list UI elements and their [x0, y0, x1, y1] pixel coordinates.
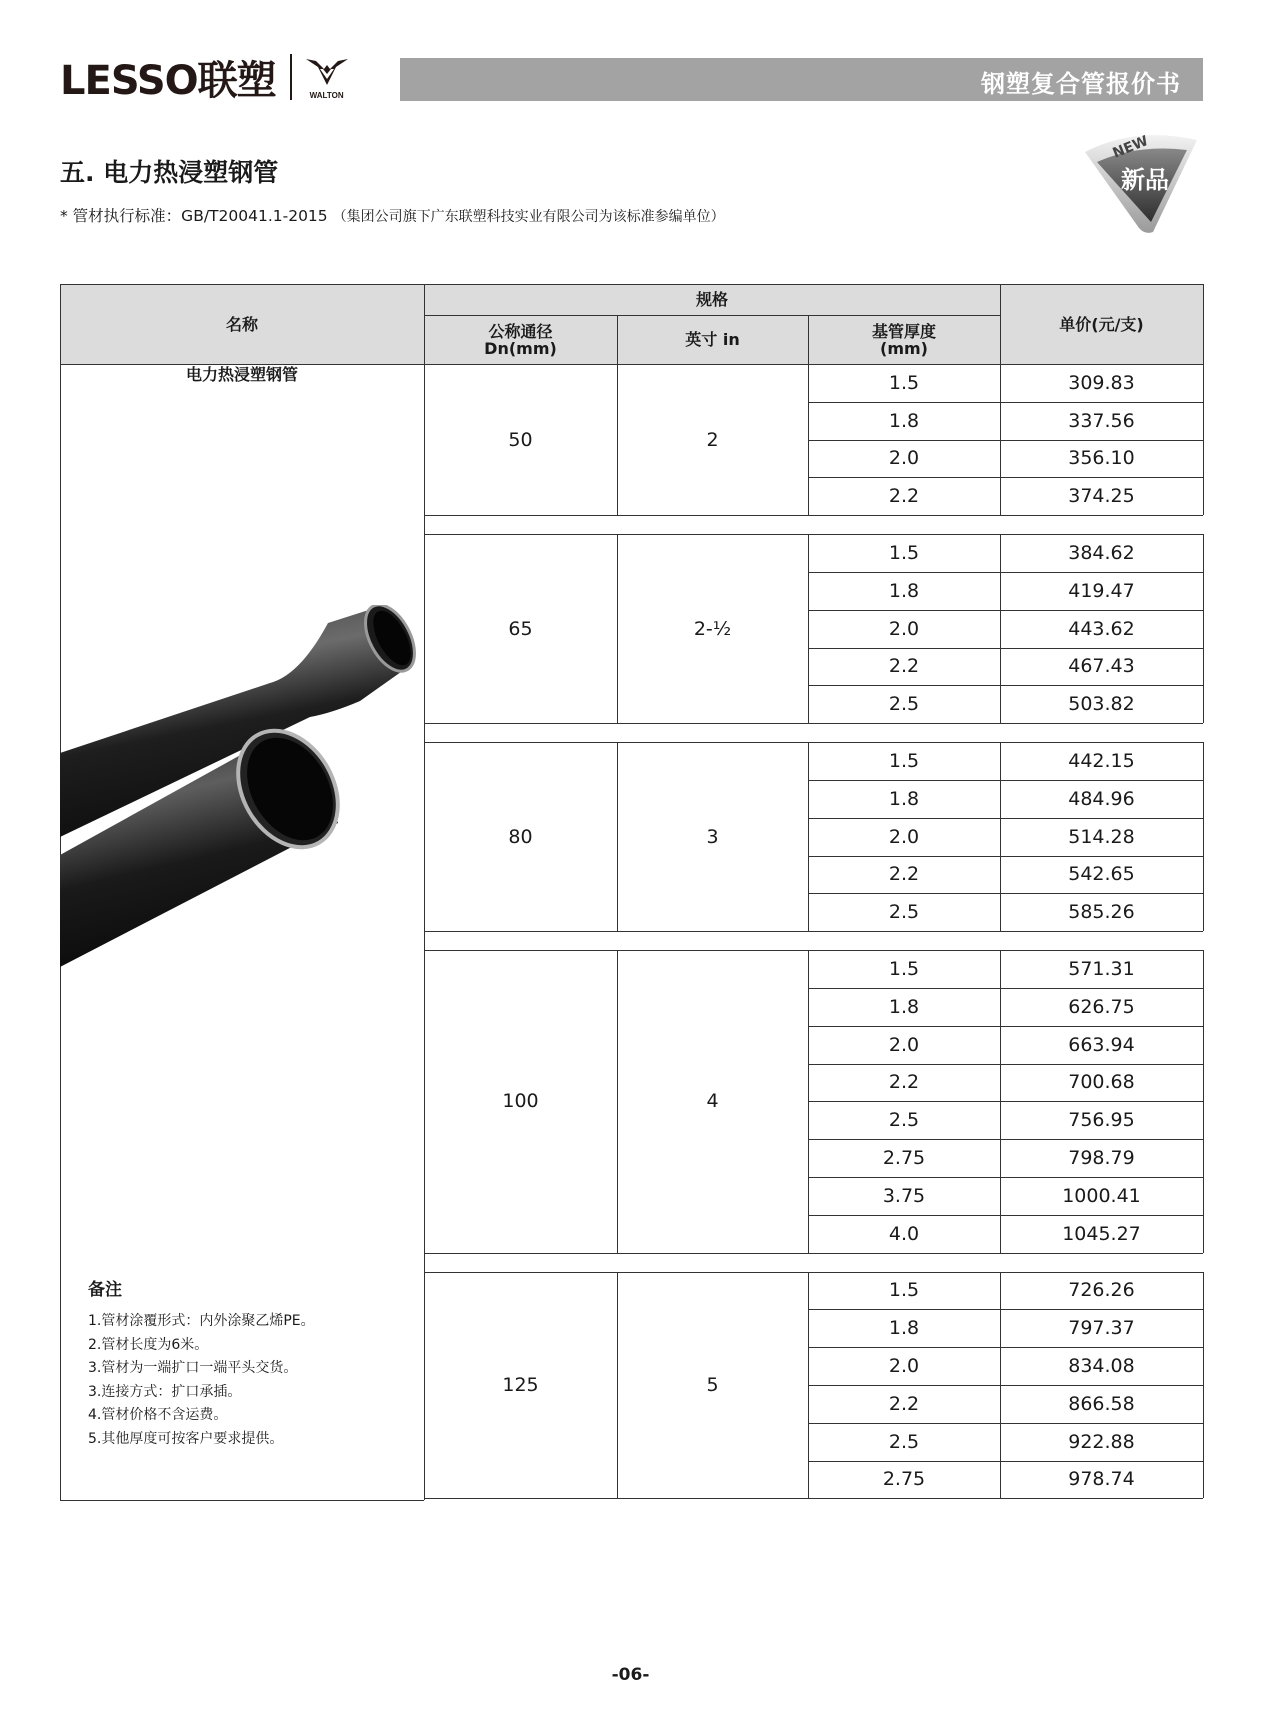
- thickness-cell: 1.5: [888, 542, 920, 565]
- rule: [617, 534, 618, 723]
- thickness-cell: 1.5: [888, 750, 920, 773]
- inch-cell: 2: [706, 428, 719, 451]
- rule: [424, 1498, 1203, 1499]
- price-cell: 309.83: [1068, 371, 1135, 394]
- rule: [808, 950, 809, 1252]
- price-cell: 514.28: [1068, 825, 1135, 848]
- page-number: -06-: [611, 1665, 650, 1685]
- remark-item: 5.其他厚度可按客户要求提供。: [88, 1430, 284, 1447]
- header-price: 单价(元/支): [1059, 314, 1144, 334]
- dn-cell: 80: [508, 825, 533, 848]
- thickness-cell: 1.8: [888, 409, 920, 432]
- standard-note-detail: （集团公司旗下广东联塑科技实业有限公司为该标准参编单位）: [332, 209, 725, 225]
- price-cell: 756.95: [1068, 1109, 1135, 1132]
- walton-logo: [304, 55, 350, 100]
- price-cell: 663.94: [1068, 1033, 1135, 1056]
- rule: [808, 610, 1203, 611]
- standard-note: [60, 204, 725, 226]
- rule: [617, 742, 618, 931]
- rule: [808, 534, 809, 723]
- rule: [808, 742, 809, 931]
- thickness-cell: 2.0: [888, 447, 920, 470]
- rule: [424, 284, 425, 364]
- inch-cell: 2-½: [693, 617, 732, 640]
- rule: [1000, 364, 1001, 515]
- remarks-list: [88, 1310, 315, 1451]
- rule: [808, 1385, 1203, 1386]
- price-cell: 798.79: [1068, 1147, 1135, 1170]
- rule: [808, 893, 1203, 894]
- doc-title: 钢塑复合管报价书: [981, 70, 1181, 98]
- price-cell: 542.65: [1068, 863, 1135, 886]
- thickness-cell: 1.5: [888, 371, 920, 394]
- header-name: 名称: [225, 314, 258, 334]
- thickness-cell: 2.2: [888, 1071, 920, 1094]
- price-cell: 503.82: [1068, 693, 1135, 716]
- walton-mark-icon: [304, 55, 350, 93]
- thickness-cell: 2.5: [888, 901, 920, 924]
- remark-item: 4.管材价格不含运费。: [88, 1407, 228, 1423]
- header-inch: 英寸 in: [685, 330, 740, 349]
- brand-text: LESSO联塑: [60, 57, 276, 104]
- price-cell: 1000.41: [1062, 1184, 1141, 1207]
- inch-cell: 5: [706, 1373, 719, 1396]
- price-cell: 797.37: [1068, 1317, 1135, 1340]
- price-cell: 419.47: [1068, 579, 1135, 602]
- rule: [1203, 742, 1204, 931]
- section-title: 五. 电力热浸塑钢管: [60, 158, 279, 187]
- thickness-cell: 2.0: [888, 617, 920, 640]
- header-thk-line1: 基管厚度: [871, 321, 936, 341]
- price-cell: 834.08: [1068, 1355, 1135, 1378]
- rule: [1000, 284, 1001, 364]
- rule: [617, 315, 618, 364]
- thickness-cell: 3.75: [882, 1184, 926, 1207]
- dn-cell: 50: [508, 428, 533, 451]
- thickness-cell: 1.5: [888, 958, 920, 981]
- rule: [808, 1347, 1203, 1348]
- thickness-cell: 1.8: [888, 787, 920, 810]
- rule: [424, 364, 425, 1500]
- rule: [617, 950, 618, 1252]
- thickness-cell: 2.2: [888, 1392, 920, 1415]
- price-cell: 467.43: [1068, 655, 1135, 678]
- rule: [808, 1309, 1203, 1310]
- rule: [424, 723, 1203, 724]
- rule: [808, 685, 1203, 686]
- rule: [808, 780, 1203, 781]
- rule: [1203, 1272, 1204, 1499]
- rule: [808, 1177, 1203, 1178]
- header-spec: 规格: [695, 290, 728, 309]
- thickness-cell: 2.0: [888, 825, 920, 848]
- pipe-image: [60, 605, 423, 975]
- price-cell: 978.74: [1068, 1468, 1135, 1491]
- rule: [808, 1423, 1203, 1424]
- thickness-cell: 1.5: [888, 1279, 920, 1302]
- thickness-cell: 4.0: [888, 1222, 920, 1245]
- thickness-cell: 2.0: [888, 1033, 920, 1056]
- rule: [808, 648, 1203, 649]
- rule: [60, 284, 1203, 285]
- rule: [1000, 950, 1001, 1252]
- price-cell: 1045.27: [1062, 1222, 1141, 1245]
- dn-cell: 100: [502, 1090, 539, 1113]
- rule: [808, 440, 1203, 441]
- rule: [60, 1500, 424, 1501]
- remark-item: 3.管材为一端扩口一端平头交货。: [88, 1360, 298, 1376]
- price-cell: 585.26: [1068, 901, 1135, 924]
- rule: [424, 315, 1000, 316]
- rule: [617, 1272, 618, 1499]
- rule: [1000, 534, 1001, 723]
- rule: [808, 818, 1203, 819]
- inch-cell: 3: [706, 825, 719, 848]
- price-cell: 700.68: [1068, 1071, 1135, 1094]
- remark-item: 1.管材涂覆形式：内外涂聚乙烯PE。: [88, 1313, 315, 1329]
- header-dn-line1: 公称通径: [488, 321, 553, 341]
- thickness-cell: 2.75: [882, 1468, 926, 1491]
- price-cell: 866.58: [1068, 1392, 1135, 1415]
- product-name: 电力热浸塑钢管: [185, 365, 298, 384]
- price-cell: 626.75: [1068, 995, 1135, 1018]
- rule: [808, 1064, 1203, 1065]
- rule: [1203, 284, 1204, 364]
- price-cell: 356.10: [1068, 447, 1135, 470]
- header-dn: [424, 315, 617, 364]
- walton-text: WALTON: [309, 90, 344, 100]
- company-logo: [60, 52, 350, 102]
- header-thickness: [808, 315, 1000, 364]
- thickness-cell: 2.2: [888, 655, 920, 678]
- thickness-cell: 2.75: [882, 1147, 926, 1170]
- rule: [808, 856, 1203, 857]
- rule: [1203, 364, 1204, 515]
- rule: [424, 931, 1203, 932]
- remarks-title: 备注: [88, 1280, 122, 1300]
- thickness-cell: 2.5: [888, 1109, 920, 1132]
- price-cell: 922.88: [1068, 1430, 1135, 1453]
- thickness-cell: 2.5: [888, 693, 920, 716]
- header-bar: [400, 58, 1203, 101]
- rule: [1000, 1272, 1001, 1499]
- rule: [808, 1272, 809, 1499]
- rule: [1000, 742, 1001, 931]
- price-cell: 374.25: [1068, 485, 1135, 508]
- header-dn-line2: Dn(mm): [484, 338, 557, 358]
- rule: [1203, 534, 1204, 723]
- rule: [424, 1253, 1203, 1254]
- thickness-cell: 2.2: [888, 863, 920, 886]
- rule: [808, 402, 1203, 403]
- rule: [617, 364, 618, 515]
- rule: [808, 477, 1203, 478]
- price-cell: 384.62: [1068, 542, 1135, 565]
- price-cell: 484.96: [1068, 787, 1135, 810]
- rule: [808, 572, 1203, 573]
- thickness-cell: 1.8: [888, 995, 920, 1018]
- rule: [60, 284, 61, 364]
- rule: [808, 1139, 1203, 1140]
- header-thk-line2: (mm): [880, 338, 928, 358]
- rule: [808, 1461, 1203, 1462]
- price-cell: 442.15: [1068, 750, 1135, 773]
- price-cell: 726.26: [1068, 1279, 1135, 1302]
- thickness-cell: 2.0: [888, 1355, 920, 1378]
- rule: [808, 1215, 1203, 1216]
- dn-cell: 65: [508, 617, 533, 640]
- thickness-cell: 2.5: [888, 1430, 920, 1453]
- standard-note-main: * 管材执行标准：GB/T20041.1-2015: [60, 207, 328, 225]
- badge-new-text: NEW: [1110, 133, 1151, 162]
- rule: [808, 1101, 1203, 1102]
- badge-label: 新品: [1121, 166, 1169, 194]
- price-cell: 443.62: [1068, 617, 1135, 640]
- rule: [424, 515, 1203, 516]
- thickness-cell: 1.8: [888, 1317, 920, 1340]
- new-product-badge: [1075, 130, 1205, 235]
- thickness-cell: 1.8: [888, 579, 920, 602]
- inch-cell: 4: [706, 1090, 719, 1113]
- rule: [1203, 950, 1204, 1252]
- rule: [808, 988, 1203, 989]
- remark-item: 3.连接方式：扩口承插。: [88, 1383, 242, 1400]
- logo-divider: [290, 54, 292, 100]
- remark-item: 2.管材长度为6米。: [88, 1336, 209, 1353]
- price-cell: 337.56: [1068, 409, 1135, 432]
- rule: [808, 1026, 1203, 1027]
- thickness-cell: 2.2: [888, 485, 920, 508]
- rule: [808, 364, 809, 515]
- price-cell: 571.31: [1068, 958, 1135, 981]
- rule: [808, 315, 809, 364]
- dn-cell: 125: [502, 1373, 539, 1396]
